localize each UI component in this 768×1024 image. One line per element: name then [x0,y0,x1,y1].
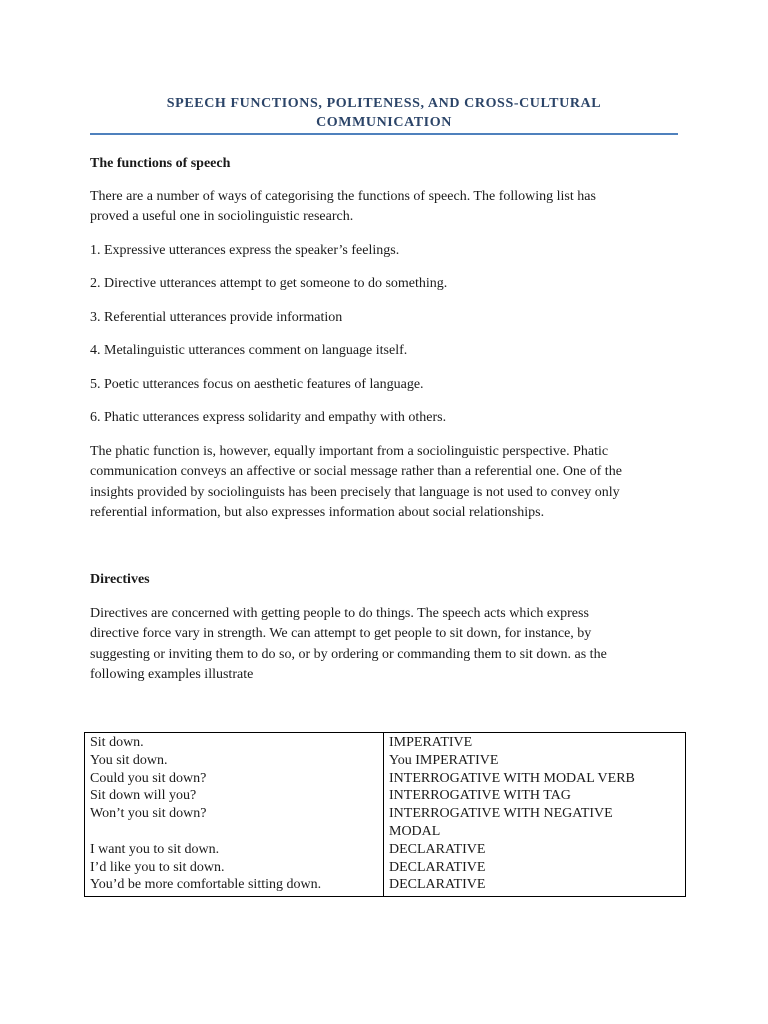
example-sentence: Sit down will you? [90,788,197,804]
title-line-2: COMMUNICATION [316,115,452,130]
example-sentence: Sit down. [90,735,144,750]
examples-column [85,733,384,897]
list-item: 5. Poetic utterances focus on aesthetic features of language. [90,377,424,392]
paragraph-line: Directives are concerned with getting people to do things. The speech acts which express [90,606,589,621]
table-row [85,733,686,897]
example-sentence: I’d like you to sit down. [90,859,225,875]
example-sentence: Won’t you sit down? [90,806,207,822]
title-line-1: SPEECH FUNCTIONS, POLITENESS, AND CROSS-CULTURAL [166,96,602,111]
directives-paragraph [90,604,690,685]
form-label: MODAL [389,823,441,839]
intro-paragraph [90,187,690,228]
paragraph-line: referential information, but also expresses information about social relationships. [90,504,545,520]
form-label: INTERROGATIVE WITH MODAL VERB [389,770,635,786]
form-label: IMPERATIVE [389,735,473,750]
list-item: 2. Directive utterances attempt to get someone to do something. [90,276,448,291]
form-label: You IMPERATIVE [389,752,499,768]
phatic-paragraph [90,442,690,523]
form-label: INTERROGATIVE WITH TAG [389,788,571,804]
document-title [90,94,678,132]
form-label: DECLARATIVE [389,859,486,875]
form-label: DECLARATIVE [389,841,486,857]
section-heading-directives: Directives [90,572,150,587]
form-label: DECLARATIVE [389,877,486,893]
paragraph-line: communication conveys an affective or social message rather than a referential one. One of the [90,464,622,480]
list-item: 3. Referential utterances provide information [90,310,343,325]
paragraph-line: The phatic function is, however, equally important from a sociolinguistic perspective. Phatic [90,444,609,459]
paragraph-line: directive force vary in strength. We can attempt to get people to sit down, for instance, by [90,626,592,642]
examples-table [84,732,686,897]
example-sentence: You’d be more comfortable sitting down. [90,877,322,893]
paragraph-line: insights provided by sociolinguists has been precisely that language is not used to convey only [90,484,620,500]
title-divider [90,133,678,135]
section-heading-functions: The functions of speech [90,156,231,171]
form-column [384,733,686,897]
list-item: 1. Expressive utterances express the speaker’s feelings. [90,243,400,258]
form-label: INTERROGATIVE WITH NEGATIVE [389,806,613,822]
example-sentence: I want you to sit down. [90,841,220,857]
example-sentence [90,823,378,841]
paragraph-line: following examples illustrate [90,666,254,682]
list-item: 4. Metalinguistic utterances comment on language itself. [90,343,408,358]
intro-line: There are a number of ways of categorising the functions of speech. The following list has [90,189,596,204]
example-sentence: Could you sit down? [90,770,207,786]
paragraph-line: suggesting or inviting them to do so, or by ordering or commanding them to sit down. as the [90,646,607,662]
example-sentence: You sit down. [90,752,168,768]
list-item: 6. Phatic utterances express solidarity and empathy with others. [90,410,447,425]
intro-line: proved a useful one in sociolinguistic research. [90,209,354,225]
